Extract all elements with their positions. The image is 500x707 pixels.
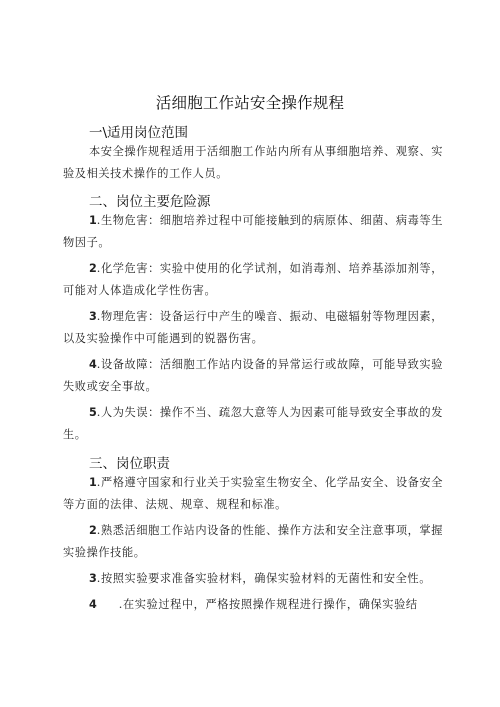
document-title: 活细胞工作站安全操作规程: [155, 94, 345, 112]
duty-item-2: [63, 520, 443, 564]
item-text: .生物危害：细胞培养过程中可能接触到的病原体、细菌、病毒等生物因子。: [63, 214, 443, 249]
section-heading-hazards: 二、岗位主要危险源: [89, 194, 211, 210]
duty-item-4: [63, 594, 443, 616]
item-number: 3: [89, 310, 97, 323]
item-text: .熟悉活细胞工作站内设备的性能、操作方法和安全注意事项，掌握实验操作技能。: [63, 524, 443, 559]
paragraph-text: 本安全操作规程适用于活细胞工作站内所有从事细胞培养、观察、实验及相关技术操作的工作人员。: [63, 145, 443, 180]
item-text: .严格遵守国家和行业关于实验室生物安全、化学品安全、设备安全等方面的法律、法规、规章、规程和标准。: [63, 476, 443, 511]
item-text: .设备故障：活细胞工作站内设备的异常运行或故障，可能导致实验失败或安全事故。: [63, 358, 443, 393]
item-text: .人为失误：操作不当、疏忽大意等人为因素可能导致安全事故的发生。: [63, 406, 443, 441]
hazard-item-5: [63, 402, 443, 446]
scope-paragraph: [63, 141, 443, 185]
item-number: 2: [89, 262, 97, 275]
item-number: 5: [89, 406, 97, 419]
item-text: .按照实验要求准备实验材料，确保实验材料的无菌性和安全性。: [96, 572, 432, 585]
item-number: 1: [89, 214, 97, 227]
item-number: 4: [89, 358, 97, 371]
section-heading-scope: 一\适用岗位范围: [89, 125, 189, 141]
item-text: .在实验过程中，严格按照操作规程进行操作，确保实验结: [118, 598, 418, 611]
duty-item-3: [63, 568, 443, 590]
hazard-item-3: [63, 306, 443, 350]
item-number: 2: [89, 524, 97, 537]
item-text: .物理危害：设备运行中产生的噪音、振动、电磁辐射等物理因素，以及实验操作中可能遇到的锐器伤害。: [63, 310, 443, 345]
item-text: .化学危害：实验中使用的化学试剂，如消毒剂、培养基添加剂等，可能对人体造成化学性伤害。: [63, 262, 443, 297]
item-number: 3: [89, 572, 97, 585]
hazard-item-4: [63, 354, 443, 398]
hazard-item-2: [63, 258, 443, 302]
item-number: 4: [89, 598, 97, 611]
section-heading-duties: 三、岗位职责: [89, 456, 170, 472]
duty-item-1: [63, 472, 443, 516]
item-number: 1: [89, 476, 97, 489]
hazard-item-1: [63, 210, 443, 254]
